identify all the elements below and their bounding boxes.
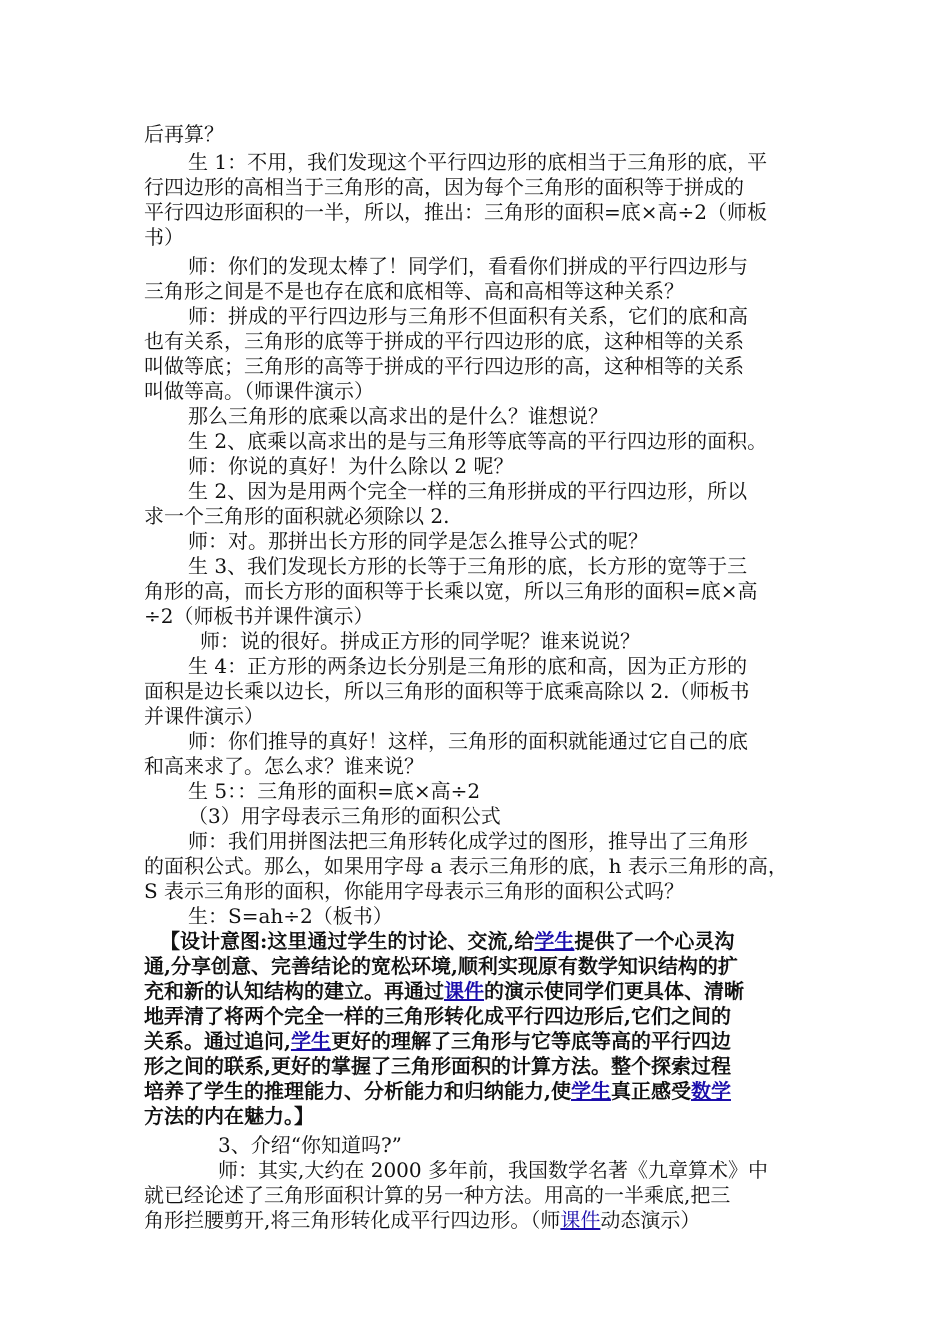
link-math[interactable]: 数学 <box>690 1079 731 1103</box>
text-line: 也有关系，三角形的底等于拼成的平行四边形的底，这种相等的关系 <box>144 329 744 353</box>
text-line: 师：你们推导的真好！这样，三角形的面积就能通过它自己的底 <box>188 729 748 753</box>
design-intent-line <box>144 979 744 1003</box>
text-line: 生 2、因为是用两个完全一样的三角形拼成的平行四边形，所以 <box>188 479 748 503</box>
text-line: 叫做等底；三角形的高等于拼成的平行四边形的高，这种相等的关系 <box>144 354 744 378</box>
text-line: 并课件演示） <box>144 704 264 728</box>
text-line: 生 3、我们发现长方形的长等于三角形的底，长方形的宽等于三 <box>188 554 748 578</box>
text-line: 师：其实,大约在 2000 多年前，我国数学名著《九章算术》中 <box>218 1158 768 1182</box>
text-line: 和高来求了。怎么求？谁来说？ <box>144 754 424 778</box>
text-line: ÷2（师板书并课件演示） <box>144 604 374 628</box>
text-span: 真正感受 <box>610 1079 691 1103</box>
link-courseware[interactable]: 课件 <box>444 979 484 1003</box>
text-line: 后再算？ <box>144 122 224 146</box>
design-intent-line: 形之间的联系,更好的掌握了三角形面积的计算方法。整个探索过程 <box>144 1054 731 1078</box>
text-line: 书） <box>144 225 184 249</box>
text-span: 更好的理解了三角形与它等底等高的平行四边 <box>330 1029 731 1053</box>
text-span: 动态演示） <box>600 1208 701 1232</box>
link-student[interactable]: 学生 <box>570 1079 611 1103</box>
text-line: 师：你们的发现太棒了！同学们，看看你们拼成的平行四边形与 <box>188 254 748 278</box>
text-line: 三角形之间是不是也存在底和底相等、高和高相等这种关系？ <box>144 279 684 303</box>
text-line: S 表示三角形的面积，你能用字母表示三角形的面积公式吗？ <box>144 879 685 903</box>
text-line: 的面积公式。那么，如果用字母 a 表示三角形的底，h 表示三角形的高， <box>144 854 788 878</box>
text-line: 生：S=ah÷2（板书） <box>188 904 393 928</box>
text-line: 行四边形的高相当于三角形的高，因为每个三角形的面积等于拼成的 <box>144 175 744 199</box>
link-student[interactable]: 学生 <box>534 929 575 953</box>
text-line: 生 2、底乘以高求出的是与三角形等底等高的平行四边形的面积。 <box>188 429 768 453</box>
text-line: 生 1：不用，我们发现这个平行四边形的底相当于三角形的底，平 <box>188 150 768 174</box>
text-line: 生 4：正方形的两条边长分别是三角形的底和高，因为正方形的 <box>188 654 748 678</box>
text-line: 师：你说的真好！为什么除以 2 呢？ <box>188 454 514 478</box>
text-span: 培养了学生的推理能力、分析能力和归纳能力,使 <box>144 1079 571 1103</box>
text-span: 【设计意图:这里通过学生的讨论、交流,给 <box>160 929 535 953</box>
text-line: 师：拼成的平行四边形与三角形不但面积有关系，它们的底和高 <box>188 304 748 328</box>
text-line: 就已经论述了三角形面积计算的另一种方法。用高的一半乘底,把三 <box>144 1183 731 1207</box>
link-courseware[interactable]: 课件 <box>560 1208 601 1232</box>
design-intent-line: 地弄清了将两个完全一样的三角形转化成平行四边形后,它们之间的 <box>144 1004 731 1028</box>
text-span: 充和新的认知结构的建立。再通过 <box>144 979 444 1003</box>
text-line: 平行四边形面积的一半，所以，推出：三角形的面积=底×高÷2（师板 <box>144 200 767 224</box>
section-heading: 3、介绍“你知道吗?” <box>218 1133 402 1157</box>
text-line: 师：我们用拼图法把三角形转化成学过的图形，推导出了三角形 <box>188 829 748 853</box>
text-line: 叫做等高。（师课件演示） <box>144 379 374 403</box>
text-line: 面积是边长乘以边长，所以三角形的面积等于底乘高除以 2.（师板书 <box>144 679 750 703</box>
design-intent-line: 方法的内在魅力。】 <box>144 1104 314 1128</box>
text-span: 角形拦腰剪开,将三角形转化成平行四边形。（师 <box>144 1208 561 1232</box>
design-intent-line <box>144 1029 731 1053</box>
text-line: （3）用字母表示三角形的面积公式 <box>188 804 501 828</box>
text-line: 求一个三角形的面积就必须除以 2. <box>144 504 450 528</box>
link-student[interactable]: 学生 <box>290 1029 331 1053</box>
text-span: 提供了一个心灵沟 <box>574 929 735 953</box>
design-intent-line <box>144 1079 731 1103</box>
text-span: 关系。通过追问, <box>144 1029 291 1053</box>
design-intent-line <box>160 929 734 953</box>
text-line: 那么三角形的底乘以高求出的是什么？谁想说？ <box>188 404 608 428</box>
text-span: 的演示使同学们更具体、清晰 <box>484 979 744 1003</box>
design-intent-line: 通,分享创意、完善结论的宽松环境,顺利实现原有数学知识结构的扩 <box>144 954 738 978</box>
text-line: 角形的高，而长方形的面积等于长乘以宽，所以三角形的面积=底×高 <box>144 579 758 603</box>
text-line <box>144 1208 700 1232</box>
text-line: 师：对。那拼出长方形的同学是怎么推导公式的呢？ <box>188 529 648 553</box>
text-line: 生 5：：三角形的面积=底×高÷2 <box>188 779 481 803</box>
text-line: 师：说的很好。拼成正方形的同学呢？谁来说说？ <box>200 629 640 653</box>
